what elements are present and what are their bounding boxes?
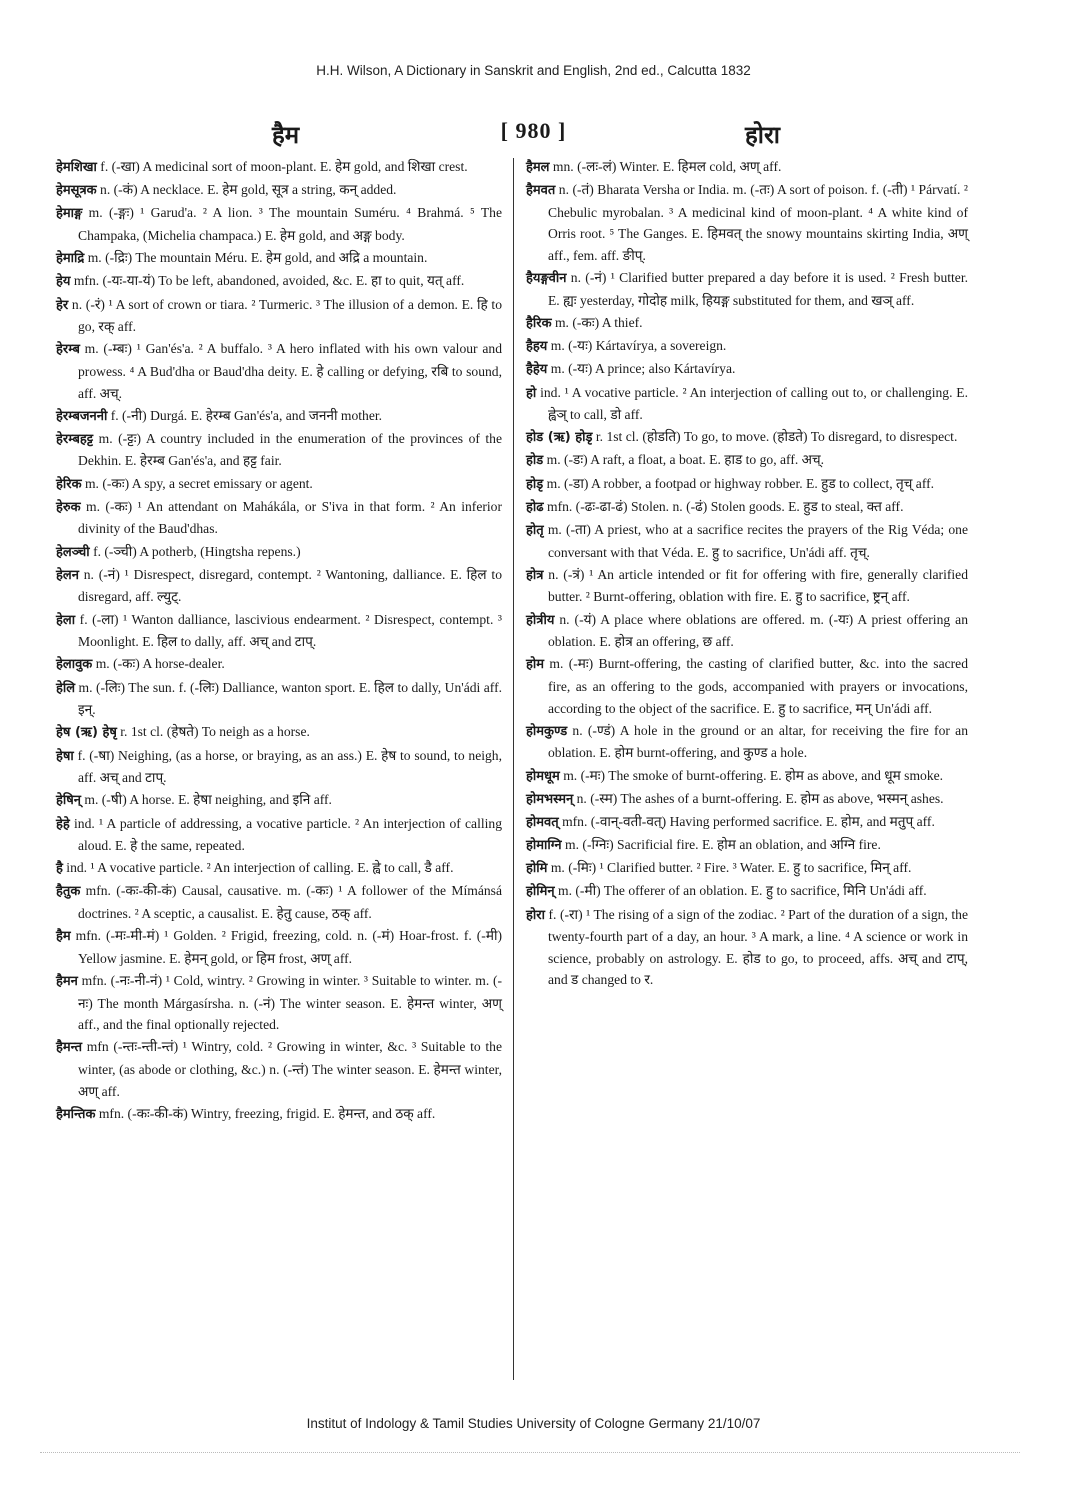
entry-definition: r. 1st cl. (हेषते) To neigh as a horse.: [116, 724, 310, 740]
entry-definition: n. (-यं) A place where oblations are offered. m. (-यः) A priest offering an oblation. E. होत्र an offering, छ aff.: [548, 611, 968, 650]
entry-headword: हैयङ्गवीन: [526, 271, 567, 287]
entry-definition: mfn. (-कः-की-कं) Causal, causative. m. (-कः) ¹ A follower of the Mímánsá doctrines. ² A sceptic, a causalist. E. हेतु cause, ठक् aff.: [78, 883, 502, 922]
entry-headword: होड: [526, 453, 544, 469]
dictionary-entry: [56, 970, 502, 1036]
dictionary-entry: [56, 925, 502, 969]
footer-credit: Institut of Indology & Tamil Studies University of Cologne Germany 21/10/07: [306, 1416, 761, 1431]
entry-headword: होत्र: [526, 567, 544, 583]
entry-definition: m. (-यः) Kártavírya, a sovereign.: [547, 338, 727, 354]
entry-definition: mfn. (-ढः-ढा-ढं) Stolen. n. (-ढं) Stolen goods. E. हुड to steal, क्त aff.: [543, 498, 904, 514]
dictionary-entry: [56, 270, 502, 293]
dictionary-entry: [56, 880, 502, 924]
entry-headword: होढ: [526, 499, 544, 515]
entry-headword: होमधूम: [526, 768, 560, 784]
entry-headword: होमकुण्ड: [526, 723, 568, 739]
entry-headword: हेमाङ्ग: [56, 206, 83, 222]
entry-definition: m. (-यः) A prince; also Kártavírya.: [547, 361, 736, 377]
dictionary-entry: [526, 449, 968, 472]
dictionary-entry: [526, 156, 968, 179]
entry-headword: हैरिक: [526, 315, 552, 331]
entry-definition: n. (-नं) ¹ Clarified butter prepared a day before it is used. ² Fresh butter. E. ह्यः yesterday, गोदोह milk, हियङ्ग substituted for them, and खञ् aff.: [548, 270, 968, 308]
dictionary-entry: [526, 335, 968, 358]
running-head-left: हैम: [272, 121, 300, 149]
entry-headword: हेर: [56, 297, 69, 313]
source-caption: H.H. Wilson, A Dictionary in Sanskrit and English, 2nd ed., Calcutta 1832: [316, 63, 751, 78]
entry-headword: होम: [526, 657, 545, 673]
entry-definition: n. (-नं) ¹ Disrespect, disregard, contempt. ² Wantoning, dalliance. E. हिल to disregard, aff. ल्युट्.: [78, 566, 502, 605]
dictionary-entry: [56, 496, 502, 540]
dictionary-entry: [526, 880, 968, 903]
entry-definition: m. (-कः) ¹ An attendant on Mahákála, or S'iva in that form. ² An inferior divinity of the Baud'dhas.: [78, 498, 502, 537]
entry-headword: होमि: [526, 861, 548, 877]
dictionary-entry: [56, 789, 502, 812]
entry-headword: हेष (ऋ) हेषृ: [56, 725, 117, 741]
dictionary-entry: [56, 677, 502, 721]
entry-definition: mfn (-न्तः-न्ती-न्तं) ¹ Wintry, cold. ² Growing in winter, &c. ³ Suitable to the winter, (as abode or clothing, &c.) n. (-न्तं) The winter season. E. हेमन्त winter, अण् aff.: [78, 1039, 502, 1099]
entry-headword: होमभस्मन्: [526, 791, 574, 807]
dictionary-entry: [526, 609, 968, 653]
entry-definition: m. (-मी) The offerer of an oblation. E. हु to sacrifice, मिनि Un'ádi aff.: [554, 883, 927, 899]
entry-headword: होमवत्: [526, 814, 559, 830]
entry-headword: हेषिन्: [56, 793, 81, 809]
dictionary-entry: [526, 179, 968, 266]
dictionary-entry: [526, 496, 968, 519]
dictionary-entry: [526, 267, 968, 311]
dictionary-entry: [56, 156, 502, 179]
scan-edge-line: [40, 1452, 1020, 1453]
entry-definition: n. (-कं) A necklace. E. हेम gold, सूत्र a string, कन् added.: [96, 182, 397, 198]
entry-definition: m. (-कः) A spy, a secret emissary or agent.: [81, 475, 313, 491]
entry-headword: हेरुक: [56, 499, 81, 515]
dictionary-entry: [56, 721, 502, 744]
dictionary-entry: [56, 609, 502, 653]
entry-headword: हेरम्ब: [56, 342, 80, 358]
entry-definition: m. (-म्बः) ¹ Gan'és'a. ² A buffalo. ³ A hero inflated with his own valour and prowess. ⁴ A Bud'dha or Baud'dha deity. E. हे calling or defying, रबि to sound, aff. अच्.: [78, 341, 502, 401]
entry-definition: m. (-मः) The smoke of burnt-offering. E. होम as above, and धूम smoke.: [559, 767, 944, 783]
entry-definition: m. (-डः) A raft, a float, a boat. E. हाड to go, aff. अच्.: [543, 452, 825, 468]
entry-definition: f. (-खा) A medicinal sort of moon-plant. E. हेम gold, and शिखा crest.: [96, 159, 468, 174]
entry-headword: हेरम्बहट्ट: [56, 431, 94, 447]
entry-headword: हेरिक: [56, 476, 82, 492]
entry-definition: m. (-ता) A priest, who at a sacrifice recites the prayers of the Rig Véda; one conversant with that Véda. E. हु to sacrifice, Un'ádi aff. तृच्.: [543, 522, 968, 560]
dictionary-entry: [56, 428, 502, 472]
entry-definition: ind. ¹ A particle of addressing, a vocative particle. ² An interjection of calling aloud. E. हे the same, repeated.: [69, 815, 502, 854]
entry-definition: n. (-त्रं) ¹ An article intended or fit for offering with fire, generally clarified butter. ² Burnt-offering, oblation with fire. E. हु to sacrifice, ष्ट्रन् aff.: [543, 566, 968, 605]
entry-headword: हेलञ्ची: [56, 544, 90, 560]
entry-headword: हेरम्बजननी: [56, 408, 108, 424]
entry-headword: होमिन्: [526, 884, 555, 900]
dictionary-entry: [526, 426, 968, 449]
entry-headword: हेलन: [56, 567, 79, 583]
page-number: [ 980 ]: [500, 118, 567, 143]
entry-definition: m. (-षी) A horse. E. हेषा neighing, and इनि aff.: [81, 792, 332, 808]
dictionary-entry: [56, 338, 502, 404]
entry-headword: हेलि: [56, 680, 76, 696]
dictionary-entry: [56, 247, 502, 270]
entry-definition: mfn. (-कः-की-कं) Wintry, freezing, frigid. E. हेमन्त, and ठक् aff.: [95, 1105, 436, 1121]
entry-definition: mn. (-लः-लं) Winter. E. हिमल cold, अण् aff.: [549, 159, 782, 174]
entry-definition: m. (-ट्टः) A country included in the enumeration of the provinces of the Dekhin. E. हेरम्ब Gan'és'a, and हट्ट fair.: [78, 430, 502, 469]
entry-definition: n. (-ण्डं) A hole in the ground or an altar, for receiving the fire for an oblation. E. होम burnt-offering, and कुण्ड a hole.: [548, 722, 968, 761]
entry-definition: mfn. (-नः-नी-नं) ¹ Cold, wintry. ² Growing in winter. ³ Suitable to winter. m. (-नः) The month Márgasírsha. n. (-नं) The winter season. E. हेमन्त winter, अण् aff., and the final optionally rejected.: [77, 973, 502, 1033]
entry-headword: हेमाद्रि: [56, 251, 85, 267]
entry-definition: ind. ¹ A vocative particle. ² An interjection of calling. E. ह्वे to call, डै aff.: [62, 860, 454, 876]
entry-headword: होत्रीय: [526, 612, 555, 628]
entry-definition: m. (-ग्निः) Sacrificial fire. E. होम an oblation, and अग्नि fire.: [561, 837, 881, 853]
entry-headword: हेलावुक: [56, 657, 93, 673]
entry-definition: f. (-नी) Durgá. E. हेरम्ब Gan'és'a, and जननी mother.: [107, 407, 383, 423]
entry-definition: f. (-ला) ¹ Wanton dalliance, lascivious endearment. ² Disrespect, contempt. ³ Moonlight. E. हिल to dally, aff. अच् and टाप्.: [75, 611, 502, 650]
entry-headword: हैहय: [526, 339, 548, 355]
entry-headword: होड (ऋ) होडृ: [526, 430, 593, 446]
dictionary-entry: [56, 813, 502, 857]
dictionary-entry: [526, 720, 968, 764]
entry-definition: mfn. (-यः-या-यं) To be left, abandoned, avoided, &c. E. हा to quit, यत् aff.: [70, 273, 465, 289]
left-column: [56, 156, 502, 1126]
entry-definition: m. (-लिः) The sun. f. (-लिः) Dalliance, wanton sport. E. हिल to dally, Un'ádi aff. इन्.: [75, 679, 502, 718]
entry-definition: mfn. (-मः-मी-मं) ¹ Golden. ² Frigid, freezing, cold. n. (-मं) Hoar-frost. f. (-मी) Yellow jasmine. E. हेमन् gold, or हिम frost, अण् aff.: [70, 928, 502, 966]
entry-headword: हैमल: [526, 160, 550, 175]
entry-headword: होतृ: [526, 523, 544, 539]
entry-definition: m. (-कः) A thief.: [551, 314, 643, 330]
dictionary-entry: [526, 564, 968, 608]
dictionary-entry: [56, 564, 502, 608]
dictionary-entry: [56, 294, 502, 338]
entry-definition: mfn. (-वान्-वती-वत्) Having performed sacrifice. E. होम, and मतुप् aff.: [558, 813, 935, 829]
entry-headword: हेमसूत्रक: [56, 183, 97, 199]
entry-definition: m. (-मः) Burnt-offering, the casting of clarified butter, &c. into the sacred fire, as an offering to the gods, accompanied with prayers or invocations, according to the object of the sacrifice. E. हु to sacrifice, मन् Un'ádi aff.: [544, 656, 968, 716]
entry-headword: हैमवत: [526, 183, 556, 199]
entry-definition: m. (-द्रिः) The mountain Méru. E. हेम gold, and अद्रि a mountain.: [84, 250, 428, 266]
entry-definition: m. (-मिः) ¹ Clarified butter. ² Fire. ³ Water. E. हु to sacrifice, मिन् aff.: [547, 860, 912, 876]
dictionary-entry: [526, 857, 968, 880]
entry-headword: है: [56, 861, 63, 877]
entry-headword: हो: [526, 385, 537, 401]
dictionary-entry: [526, 312, 968, 335]
dictionary-entry: [56, 745, 502, 789]
entry-definition: f. (-ञ्ची) A potherb, (Hingtsha repens.): [89, 543, 301, 559]
entry-headword: होरा: [526, 907, 545, 923]
entry-definition: f. (-षा) Neighing, (as a horse, or braying, as an ass.) E. हेष to sound, to neigh, aff. अच् and टाप्.: [73, 747, 502, 786]
dictionary-entry: [526, 473, 968, 496]
entry-headword: होमाग्नि: [526, 838, 562, 854]
dictionary-entry: [56, 405, 502, 428]
entry-headword: हैमन्त: [56, 1040, 83, 1056]
entry-headword: हैमन्तिक: [56, 1106, 96, 1122]
entry-headword: हेमशिखा: [56, 160, 97, 175]
entry-definition: ind. ¹ A vocative particle. ² An interjection of calling out to, or challenging. E. ह्वेञ् to call, डो aff.: [536, 384, 968, 423]
entry-headword: हैतुक: [56, 884, 81, 900]
dictionary-entry: [526, 788, 968, 811]
dictionary-entry: [526, 765, 968, 788]
entry-headword: हेला: [56, 612, 76, 628]
entry-headword: हेय: [56, 274, 71, 290]
running-header: [0, 118, 1067, 148]
entry-definition: m. (-ङ्गः) ¹ Garud'a. ² A lion. ³ The mountain Suméru. ⁴ Brahmá. ⁵ The Champaka, (Michelia champaca.) E. हेम gold, and अङ्ग body.: [78, 205, 502, 243]
dictionary-entry: [56, 857, 502, 880]
entry-headword: हैमन: [56, 974, 78, 990]
dictionary-entry: [526, 904, 968, 991]
entry-headword: हेषा: [56, 748, 74, 764]
entry-definition: f. (-रा) ¹ The rising of a sign of the zodiac. ² Part of the duration of a sign, the twenty-fourth part of a day, an hour. ³ A mark, a line. ⁴ A science or work in science, probably on astrology. E. होड to go, to proceed, affs. अच् and टाप्, and ड changed to र.: [544, 906, 968, 988]
entry-definition: n. (-तं) Bharata Versha or India. m. (-तः) A sort of poison. f. (-ती) ¹ Párvatí. ² Chebulic myrobalan. ³ A medicinal kind of moon-plant. ⁴ A white kind of Orris root. ⁵ The Ganges. E. हिमवत् the snowy mountains skirting India, अण् aff., fem. aff. ङीप्.: [548, 182, 968, 263]
dictionary-entry: [56, 202, 502, 246]
entry-definition: m. (-डा) A robber, a footpad or highway robber. E. हुड to collect, तृच् aff.: [543, 475, 935, 491]
dictionary-entry: [526, 519, 968, 563]
entry-definition: n. (-रं) ¹ A sort of crown or tiara. ² Turmeric. ³ The illusion of a demon. E. हि to go, रक् aff.: [68, 296, 502, 335]
dictionary-entry: [526, 382, 968, 426]
dictionary-entry: [526, 811, 968, 834]
dictionary-entry: [56, 473, 502, 496]
dictionary-entry: [56, 1036, 502, 1102]
dictionary-entry: [56, 1103, 502, 1126]
entry-headword: हेहे: [56, 816, 70, 832]
dictionary-entry: [56, 653, 502, 676]
running-head-right: होरा: [745, 121, 780, 149]
entry-headword: हैम: [56, 929, 71, 945]
dictionary-entry: [526, 358, 968, 381]
entry-definition: r. 1st cl. (होडति) To go, to move. (होडते) To disregard, to disrespect.: [592, 429, 958, 445]
column-divider: [513, 158, 514, 1380]
entry-definition: n. (-स्म) The ashes of a burnt-offering. E. होम as above, भस्मन् ashes.: [573, 790, 944, 806]
dictionary-entry: [56, 541, 502, 564]
right-column: [526, 156, 968, 992]
entry-headword: होडृ: [526, 476, 544, 492]
dictionary-entry: [526, 653, 968, 719]
entry-headword: हैहेय: [526, 362, 548, 378]
entry-definition: m. (-कः) A horse-dealer.: [92, 656, 225, 672]
dictionary-entry: [526, 834, 968, 857]
dictionary-entry: [56, 179, 502, 202]
